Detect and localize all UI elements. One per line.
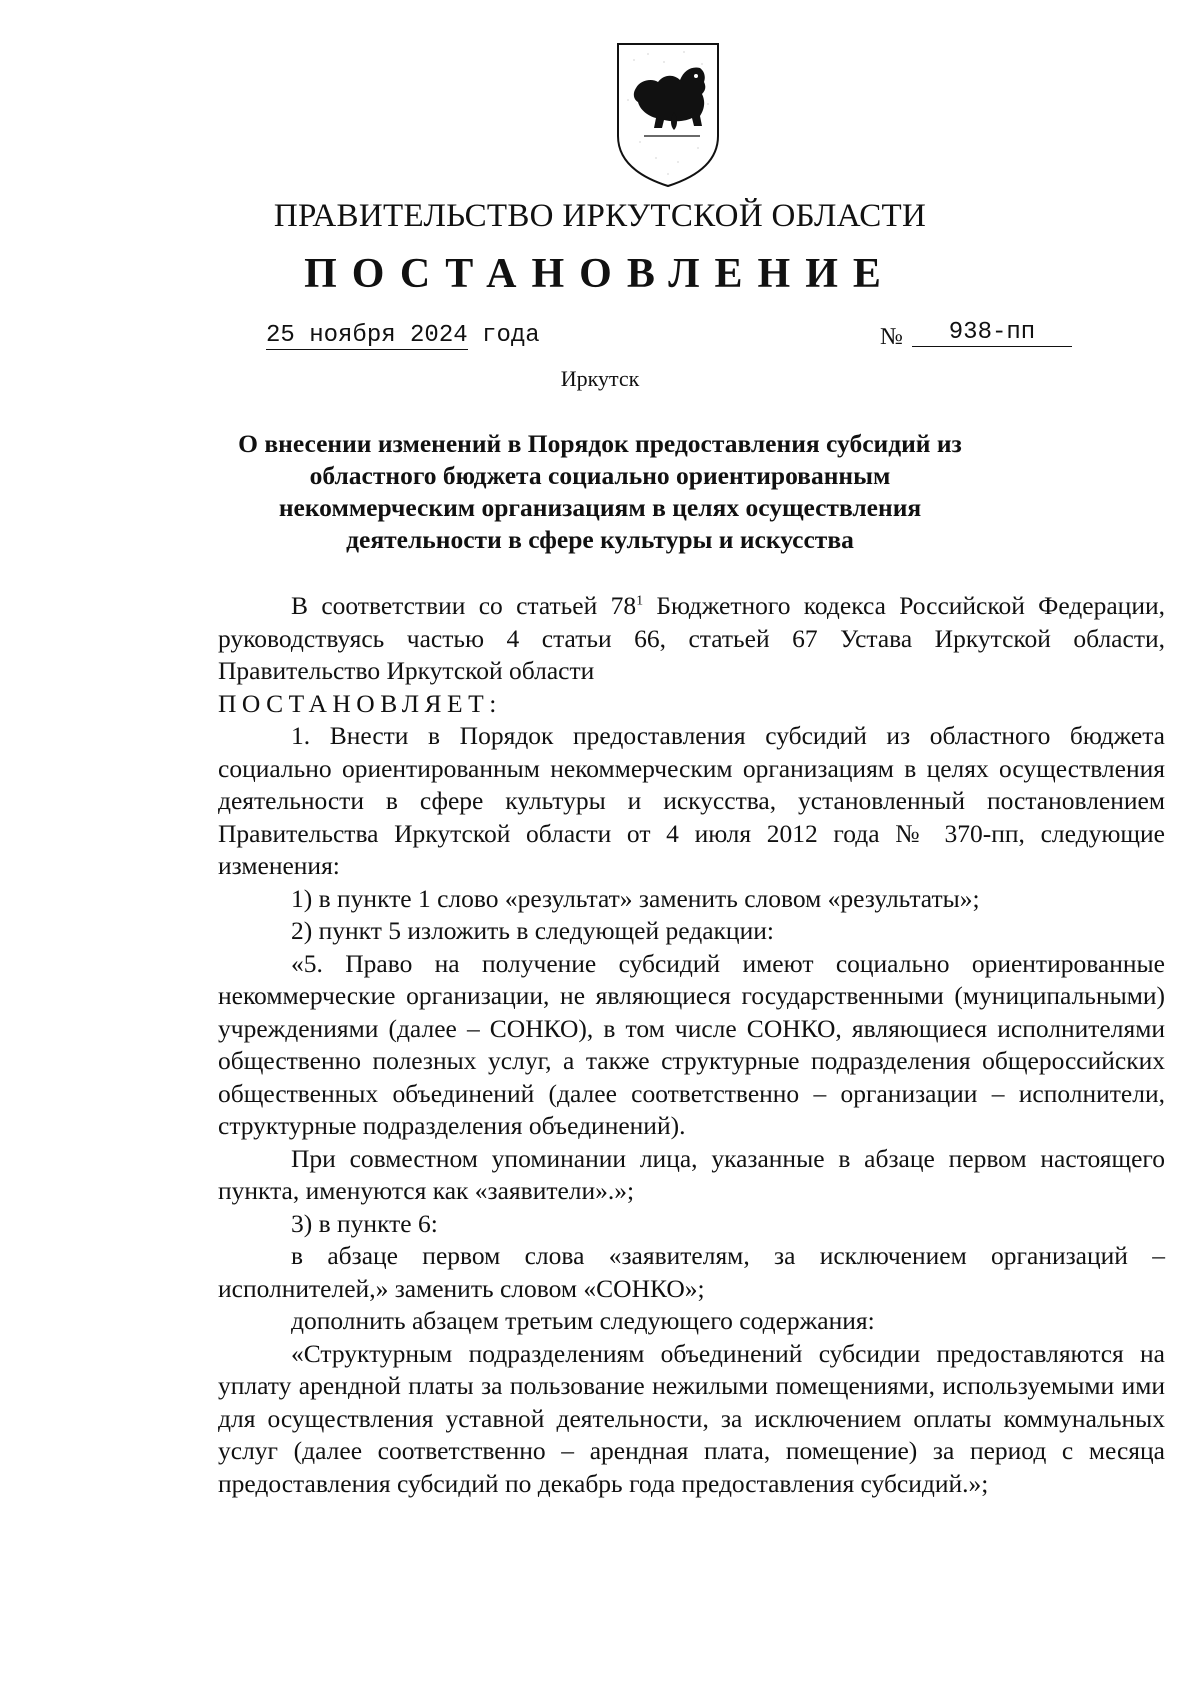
preamble (218, 590, 1165, 688)
document-body (218, 590, 1165, 1500)
paragraph: При совместном упоминании лица, указанные в абзаце первом настоящего пункта, именуются как «заявители».»; (218, 1143, 1165, 1205)
paragraph: «5. Право на получение субсидий имеют социально ориентированные некоммерческие организации, не являющиеся государственными (муниципальными) учреждениями (далее – СОНКО), в том числе СОНКО, являющиеся исполнителями общественно полезных услуг, а также структурные подразделения общероссийских общественных объединений (далее соответственно – организации – исполнители, структурные подразделения объединений). (218, 948, 1165, 1140)
document-number: 938-пп (912, 320, 1072, 347)
paragraph: 1. Внести в Порядок предоставления субсидий из областного бюджета социально ориентированным некоммерческим организациям в целях осуществления деятельности в сфере культуры и искусства, установленный постановлением Правительства Иркутской области от 4 июля 2012 года № 370-пп, следующие изменения: (218, 721, 1165, 880)
paragraph: в абзаце первом слова «заявителям, за исключением организаций – исполнителей,» заменить словом «СОНКО»; (218, 1241, 1165, 1303)
document-title: О внесении изменений в Порядок предоставления субсидий из областного бюджета социально ориентированным некоммерческим организациям в целях осуществления деятельности в сфере культуры и искусства (238, 429, 962, 554)
preamble-start: В соответствии со статьей 78 (291, 591, 637, 620)
paragraph: дополнить абзацем третьим следующего содержания: (291, 1306, 875, 1335)
document-type: ПОСТАНОВЛЕНИЕ (304, 251, 896, 297)
paragraph: 1) в пункте 1 слово «результат» заменить словом «результаты»; (291, 883, 980, 913)
paragraph: 3) в пункте 6: (291, 1208, 438, 1238)
irkutsk-coat-of-arms-icon (614, 40, 722, 190)
number-label: № (880, 324, 903, 350)
city: Иркутск (560, 366, 640, 391)
document-date (266, 322, 540, 349)
date-month-year: ноября 2024 (294, 322, 468, 349)
paragraph: «Структурным подразделениям объединений субсидии предоставляются на уплату арендной платы за пользование нежилыми помещениями, используемыми ими для осуществления уставной деятельности, за исключением оплаты коммунальных услуг (далее соответственно – арендная плата, помещение) за период с месяца предоставления субсидий по декабрь года предоставления субсидий.»; (218, 1338, 1165, 1498)
preamble-end: Бюджетного кодекса Российской Федерации, руководствуясь частью 4 статьи 66, статьей 67 Устава Иркутской области, Правительство Иркутской области (218, 591, 1165, 685)
preamble-superscript: 1 (636, 593, 644, 609)
paragraph: 2) пункт 5 изложить в следующей редакции: (291, 916, 774, 945)
date-day: 25 (266, 322, 295, 349)
government-name: ПРАВИТЕЛЬСТВО ИРКУТСКОЙ ОБЛАСТИ (273, 198, 927, 234)
resolves-heading: ПОСТАНОВЛЯЕТ: (218, 688, 502, 718)
date-suffix: года (467, 322, 540, 349)
